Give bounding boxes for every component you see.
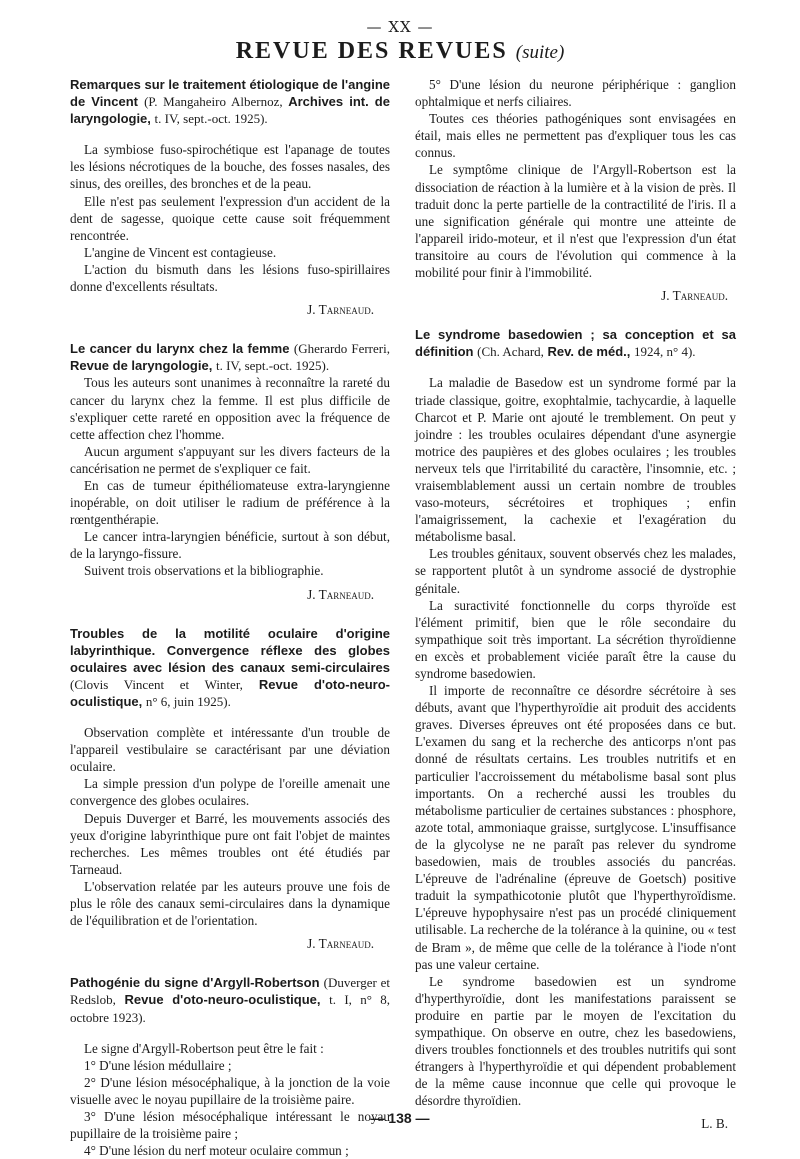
paragraph: Depuis Duverger et Barré, les mouvements associés des yeux d'origine labyrinthique pure ont fait l'objet de maintes recherches. Les mêmes troubles ont été étudiés par Tarneaud. (70, 810, 390, 877)
paragraph: La maladie de Basedow est un syndrome formé par la triade classique, goitre, exophtalmie, tachycardie, à laquelle Charcot et P. Marie ont ajouté le tremblement. On peut y joindre : les troubles oculaires dépendant d'une asynergie motrice des paupières et des globes oculaires ; les troubles nerveux tels que l'irritabilité du caractère, l'insomnie, etc. ; vraisemblablement aussi un certain nombre de troubles vaso-moteurs, sécrétoires et trophiques ; enfin l'amaigrissement, la cachexie et l'exagération du métabolisme basal. (415, 375, 736, 545)
signature: L. B. (701, 1116, 728, 1132)
article-vincent (70, 76, 390, 318)
paragraph: La symbiose fuso-spirochétique est l'apanage de toutes les lésions nécrotiques de la bouche, des fosses nasales, des sinus, des oreilles, des bronches et de la peau. (70, 142, 390, 192)
page-number: — 138 — (370, 1110, 430, 1126)
signature: J. Tarneaud. (307, 586, 374, 602)
paragraph: Toutes ces théories pathogéniques sont envisagées en étail, mais elles ne permettent pas d'expliquer tous les cas connus. (415, 111, 736, 161)
paragraph: L'observation relatée par les auteurs prouve une fois de plus le rôle des canaux semi-circulaires dans la dynamique de l'équilibration et de l'orientation. (70, 878, 390, 929)
list-item: 2° D'une lésion mésocéphalique, à la jonction de la voie visuelle avec le noyau pupillaire de la troisième paire. (70, 1074, 390, 1107)
paragraph: Elle n'est pas seulement l'expression d'un accident de la dent de sagesse, quoique cette cause soit fréquemment rencontrée. (70, 193, 390, 243)
article-argyll-robertson (70, 974, 390, 1159)
list-item: 4° D'une lésion du nerf moteur oculaire commun ; (84, 1143, 349, 1159)
article-title: Le syndrome basedowien ; sa conception et sa définition (Ch. Achard, Rev. de méd., 1924, n° 4). (415, 327, 736, 360)
paragraph: Aucun argument s'appuyant sur les divers facteurs de la cancérisation ne permet de s'expliquer ce fait. (70, 443, 390, 476)
signature: J. Tarneaud. (661, 288, 728, 304)
article-syndrome-basedowien (415, 326, 736, 1132)
title-text: REVUE DES REVUES (235, 38, 508, 64)
title-suite: (suite) (515, 42, 565, 63)
page-title (0, 38, 800, 65)
paragraph: Le symptôme clinique de l'Argyll-Robertson est la dissociation de réaction à la lumière et à la vision de près. Il traduit donc la perte partielle de la contractilité de l'iris. Il a une signification générale qui montre une atteinte de l'appareil irido-moteur, et il n'est que l'expression d'un état transitoire au cours de l'évolution qui commence à la mobilité pour finir à l'immobilité. (415, 162, 736, 281)
list-item: 5° D'une lésion du neurone périphérique : ganglion ophtalmique et nerfs ciliaires. (415, 77, 736, 110)
paragraph: Suivent trois observations et la bibliographie. (84, 563, 324, 579)
paragraph: Le syndrome basedowien est un syndrome d'hyperthyroïdie, dont les manifestations paraissent se produire en partie par le moyen de l'excitation du sympathique. On observe en outre, chez les basedowiens, divers troubles fonctionnels et des troubles nutritifs qui sont étrangers à l'hyperthyroïdie et qui dépendent probablement de la même cause inconnue que celle qui provoque le désordre thyroïdien. (415, 973, 736, 1109)
article-title: Pathogénie du signe d'Argyll-Robertson (Duverger et Redslob, Revue d'oto-neuro-oculistique, t. I, n° 8, octobre 1923). (70, 975, 390, 1025)
list-item: 1° D'une lésion médullaire ; (84, 1057, 232, 1073)
paragraph: La suractivité fonctionnelle du corps thyroïde est l'élément primitif, bien que le rôle secondaire du sympathique soit très important. La sécrétion thyroïdienne en excès et probablement viciée paraît être la cause du syndrome basedowien. (415, 597, 736, 681)
paragraph: Tous les auteurs sont unanimes à reconnaître la rareté du cancer du larynx chez la femme. Il est plus difficile de s'expliquer cette rareté en opposition avec la fréquence de cette affection chez l'homme. (70, 375, 390, 442)
article-title: Remarques sur le traitement étiologique de l'angine de Vincent (P. Mangaheiro Albernoz, Archives int. de laryngologie, t. IV, sept.-oct. 1925). (70, 77, 390, 127)
article-cancer-larynx (70, 340, 390, 602)
paragraph: Le cancer intra-laryngien bénéficie, surtout à son début, de la laryngo-fissure. (70, 529, 390, 562)
signature: J. Tarneaud. (307, 936, 374, 952)
signature: J. Tarneaud. (307, 302, 374, 318)
right-column (415, 76, 736, 1133)
article-title: Le cancer du larynx chez la femme (Gherardo Ferreri, Revue de laryngologie, t. IV, sept.-oct. 1925). (70, 341, 390, 374)
section-roman-numeral: — XX — (366, 18, 434, 36)
paragraph: En cas de tumeur épithéliomateuse extra-laryngienne inopérable, on doit utiliser le radium de préférence à la rœntgenthérapie. (70, 477, 390, 528)
article-title: Troubles de la motilité oculaire d'origine labyrinthique. Convergence réflexe des globes oculaires avec lésion des canaux semi-circulaires (Clovis Vincent et Winter, Revue d'oto-neuro-oculistique, n° 6, juin 1925). (70, 625, 390, 709)
paragraph: La simple pression d'un polype de l'oreille amenait une convergence des globes oculaires. (70, 776, 390, 809)
list-item: 3° D'une lésion mésocéphalique intéressant le noyau pupillaire de la troisième paire ; (70, 1108, 390, 1142)
paragraph: L'action du bismuth dans les lésions fuso-spirillaires donne d'excellents résultats. (70, 261, 390, 295)
paragraph: Le signe d'Argyll-Robertson peut être le fait : (84, 1040, 324, 1056)
paragraph: L'angine de Vincent est contagieuse. (84, 244, 277, 260)
paragraph: Observation complète et intéressante d'un trouble de l'appareil vestibulaire se caractérisant par une déviation oculaire. (70, 725, 390, 775)
article-motilite-oculaire (70, 625, 390, 953)
article-argyll-robertson-cont (415, 76, 736, 304)
paragraph: Les troubles génitaux, souvent observés chez les malades, se rapportent plutôt à un syndrome associé de dystrophie génitale. (415, 546, 736, 596)
paragraph: Il importe de reconnaître ce désordre sécrétoire à ses débuts, avant que l'hyperthyroïdie ait produit des accidents graves. Diverses épreuves ont été proposées dans ce but. L'examen du sang et la recherche des anticorps n'ont pas donné de résultats certains. Les troubles nutritifs et en particulier l'accroissement du métabolisme basal sont plus importants. On a recherché aussi les troubles du métabolisme particulier de certaines substances : phosphore, azote total, ammoniaque graisse, surtglycose. L'insuffisance de la glycolyse ne ne paraît pas relever du syndrome basedowien, mais de troubles associés du pancréas. L'épreuve de l'adrénaline (épreuve de Goetsch) positive traduit la sympathicotonie plutôt que l'hyperthyroïdisme. L'épreuve hypophysaire n'est pas un procédé cliniquement utilisable. La recherche de la tolérance à la quinine, ou « test de Bram », de même que celle de la tolérance à l'iode n'ont pas une valeur certaine. (415, 683, 736, 972)
left-column (70, 76, 390, 1159)
